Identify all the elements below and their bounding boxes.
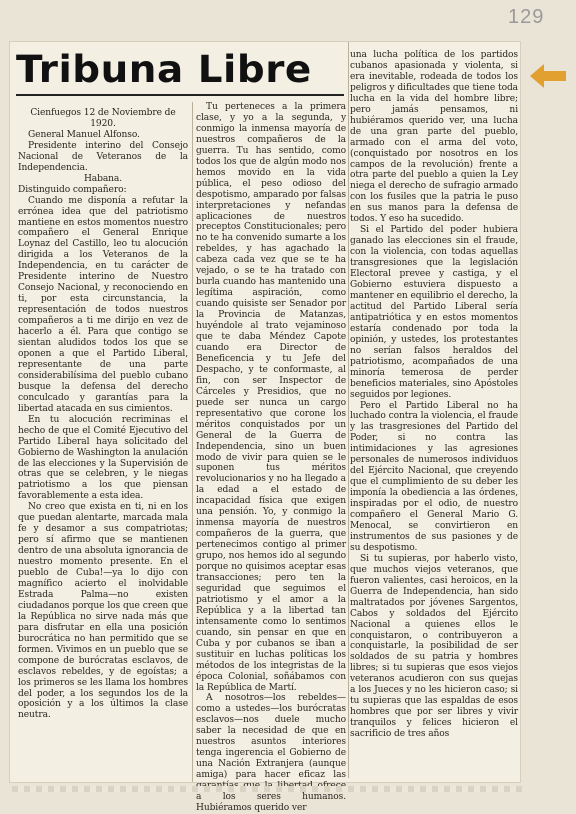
paragraph-bold: Si el Partido del poder hubiera ganado las elecciones sin el fraude, con la violencia, con todas aquellas transgresiones que la legislación Electoral prevee y castiga, y el Gobierno estuviera dispuesto a mantener en equilibrio el derecho, la actitud del Partido Liberal sería antipatriótica y en estos momentos estaría condenado por toda la opinión, y ustedes, los protestantes no serían falsos heraldos del patriotismo, acompañados de una minoría temerosa de perder beneficios materiales, sino Apóstoles seguidos por legiones. (350, 225, 518, 400)
masthead (16, 50, 344, 90)
newspaper-clipping (10, 42, 520, 813)
paragraph: una lucha política de los partidos cubanos apasionada y violenta, si era inevitable, rodeada de todos los peligros y dificultades que tiene toda lucha en la vida del hombre libre; pero jamás pensamos, ni hubiéramos querido ver, una lucha de una gran parte del pueblo, armado con el arma del voto, (conquistado por nosotros en los campos de la revolución) frente a otra parte del pueblo a quien la Ley niega el derecho de sufragio armado con los fusiles que la patria le puso en sus manos para la defensa de todos. Y eso ha sucedido. (350, 50, 518, 225)
article-column-2 (196, 102, 346, 813)
addressee-place: Habana. (83, 173, 123, 184)
column-divider (348, 42, 349, 778)
dateline: Cienfuegos 12 de Noviembre de 1920. (30, 108, 176, 129)
article-column-3 (350, 50, 518, 774)
article-column-1 (18, 108, 188, 780)
column-divider (192, 102, 193, 782)
paragraph: A nosotros—los rebeldes—como a ustedes—los burócratas esclavos—nos duele mucho saber la necesidad de que en nuestros asuntos interiores tenga ingerencia el Gobierno de una Nación Extranjera (aunque amiga) para hacer eficaz las a los seres humanos. Hubiéramos querido ver (196, 693, 346, 813)
scan-edge (12, 786, 522, 792)
page-number: 129 (508, 6, 545, 28)
paragraph: No creo que exista en ti, ni en los que puedan alentarte, marcada mala fe y desamor a sus compatriotas; pero sí afirmo que se mantienen dentro de una absoluta ignorancia de nuestro momento presente. En el pueblo de Cuba!—ya lo dijo con magnífico acierto el inolvidable Estrada Palma—no existen ciudadanos porque los que creen que la República no sirve nada más que para disfrutar en ella una posición burocrática no han permitido que se formen. Vivimos en un pueblo que se compone de burócratas esclavos, de esclavos rebeldes, y de egoístas; a los primeros se les llama los hombres del poder, a los segundos los de la oposición y a los últimos la clase neutra. (18, 502, 188, 721)
masthead-rule (16, 94, 344, 96)
paragraph: Tu perteneces a la primera clase, y yo a la segunda, y conmigo la inmensa mayoría de nuestros compañeros de la guerra. Tu has sentido, como todos los que de algún modo nos hemos movido en la vida pública, el peso odioso del despotismo, amparado por falsas interpretaciones y nefandas aplicaciones de nuestros preceptos Constitucionales; pero no te ha convenido sumarte a los rebeldes, y has agachado la cabeza cada vez que se te ha vejado, o se te ha tratado con burla cuando has mantenido una legítima aspiración, como cuando quisiste ser Senador por la Provincia de Matanzas, huyéndole al trato vejaminoso que te daba Méndez Capote cuando era Director de Beneficencia y tu Jefe del Despacho, y te conformaste, al fin, con ser Inspector de Cárceles y Presidios, que no puede ser nunca un cargo representativo que corone los méritos conquistados por un General de la Guerra de Independencia, sino un buen modo de vivir para quien se le suponen tus méritos revolucionarios y no ha llegado a la edad a el estado de incapacidad física que exigen una pensión. Yo, y conmigo la inmensa mayoría de nuestros compañeros de la guerra, que pertenecimos contigo al primer grupo, nos hemos ido al segundo porque no quisimos aceptar esas transacciones; pero ten la seguridad que seguimos el patriotismo y el amor a la República y a la libertad tan intensamente como lo sentimos cuando, sin pensar en que en Cuba y por cubanos se iban a sustituir en luchas políticas los métodos de los integristas de la época Colonial, soñábamos con la República de Martí. (196, 102, 346, 693)
addressee-role: Presidente interino del Consejo Nacional de Veteranos de la Independencia. (18, 140, 188, 173)
paragraph: Si tu supieras, por haberlo visto, que muchos viejos veteranos, que fueron valientes, casi heroicos, en la Guerra de Independencia, han sido maltratados por jóvenes Sargentos, Cabos y soldados del Ejército Nacional a quienes ellos le conquistaron, o contribuyeron a conquistarle, la posibilidad de ser soldados de su patria y hombres libres; si tu supieras que esos viejos veteranos acudieron con sus quejas a los Jueces y no les hicieron caso; si tu supieras que las espaldas de esos hombres que por ser libres y vivir tranquilos y felices hicieron el sacrificio de tres años (350, 553, 518, 740)
paragraph: En tu alocución recriminas el hecho de que el Comité Ejecutivo del Partido Liberal haya solicitado del Gobierno de Washington la anulación de las elecciones y la Supervisión de otras que se celebren, y le niegas patriotismo a los que piensan favorablemente a esta idea. (18, 414, 188, 502)
paragraph: Cuando me disponía a refutar la errónea idea que del patriotismo mantiene en estos momentos nuestro compañero el General Enrique Loynaz del Castillo, leo tu alocución dirigida a los Veteranos de la Independencia, en tu carácter de Presidente interino de Nuestro Consejo Nacional, y reconociendo en ti, por esta circunstancia, la representación de todos nuestros compañeros a ti me dirijo en vez de hacerlo a él. Para que contigo se sientan aludidos todos los que se oponen a que el Partido Liberal, representante de una parte considerabilísima del pueblo cubano busque la defensa del derecho conculcado y garantías para la libertad atacada en sus cimientos. (18, 195, 188, 414)
masthead-title: Tribuna Libre (16, 48, 312, 91)
paragraph: Pero el Partido Liberal no ha luchado contra la violencia, el fraude y las trasgresiones del Partido del Poder, si no contra las intimidaciones y las agresiones personales de numerosos individuos del Ejército Nacional, que creyendo que el cumplimiento de su deber les imponía la obediencia a las órdenes, inspiradas por el odio, de nuestro compañero el General Mario G. Menocal, se convirtieron en instrumentos de sus pasiones y de su despotismo. (350, 400, 518, 553)
addressee: General Manuel Alfonso. (28, 129, 140, 140)
greeting: Distinguido compañero: (18, 184, 127, 195)
arrow-left-icon (528, 62, 568, 90)
